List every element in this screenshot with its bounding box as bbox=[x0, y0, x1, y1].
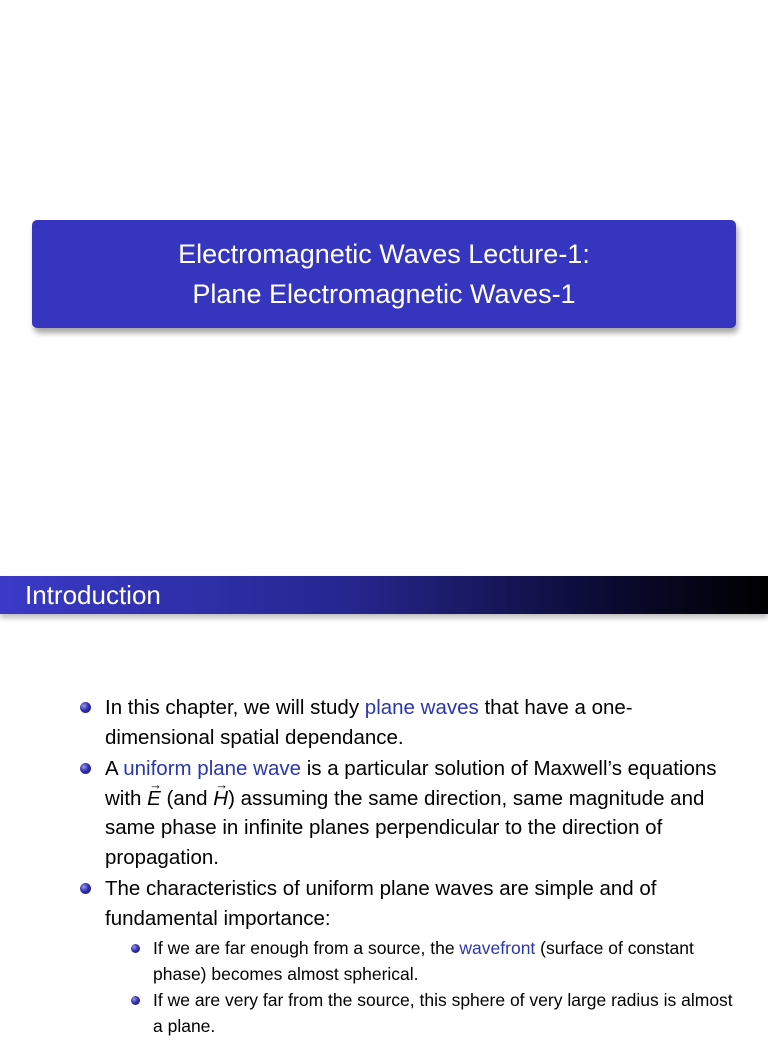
bullet-ball-icon bbox=[80, 763, 91, 774]
list-item: The characteristics of uniform plane waves are simple and of fundamental importance: If we are far enough from a source, the wavefront (surface of constant phase) becomes almost spherical. If we are very far from the source, this sphere of very large radius is almost a plane. bbox=[78, 874, 738, 1039]
vector-h-symbol: → H bbox=[213, 784, 228, 814]
sub-list bbox=[105, 935, 738, 1039]
lecture-title-box bbox=[32, 220, 736, 328]
frame-header bbox=[0, 576, 768, 614]
sub-list-item: If we are very far from the source, this sphere of very large radius is almost a plane. bbox=[129, 987, 738, 1039]
bullet-ball-icon bbox=[80, 702, 91, 713]
frame-title: Introduction bbox=[25, 580, 161, 610]
vector-e-symbol: → E bbox=[147, 784, 161, 814]
sub-list-item: If we are far enough from a source, the wavefront (surface of constant phase) becomes almost spherical. bbox=[129, 935, 738, 987]
bullet-ball-icon bbox=[80, 883, 91, 894]
lecture-title-line1: Electromagnetic Waves Lecture-1: bbox=[178, 239, 590, 269]
sub-bullet-ball-icon bbox=[131, 944, 140, 953]
lecture-title-line2: Plane Electromagnetic Waves-1 bbox=[192, 279, 576, 309]
sub-bullet-ball-icon bbox=[131, 996, 140, 1005]
highlight-term: plane waves bbox=[364, 696, 479, 719]
intro-content bbox=[78, 693, 738, 1041]
list-item: In this chapter, we will study plane waves that have a one-dimensional spatial dependance. bbox=[78, 693, 738, 752]
highlight-term: uniform plane wave bbox=[123, 757, 302, 780]
highlight-term: wavefront bbox=[459, 938, 536, 958]
list-item: A uniform plane wave is a particular solution of Maxwell’s equations with → E (and → H) assuming the same direction, same magnitude and same phase in infinite planes perpendicular to the direction of propagation. bbox=[78, 754, 738, 872]
